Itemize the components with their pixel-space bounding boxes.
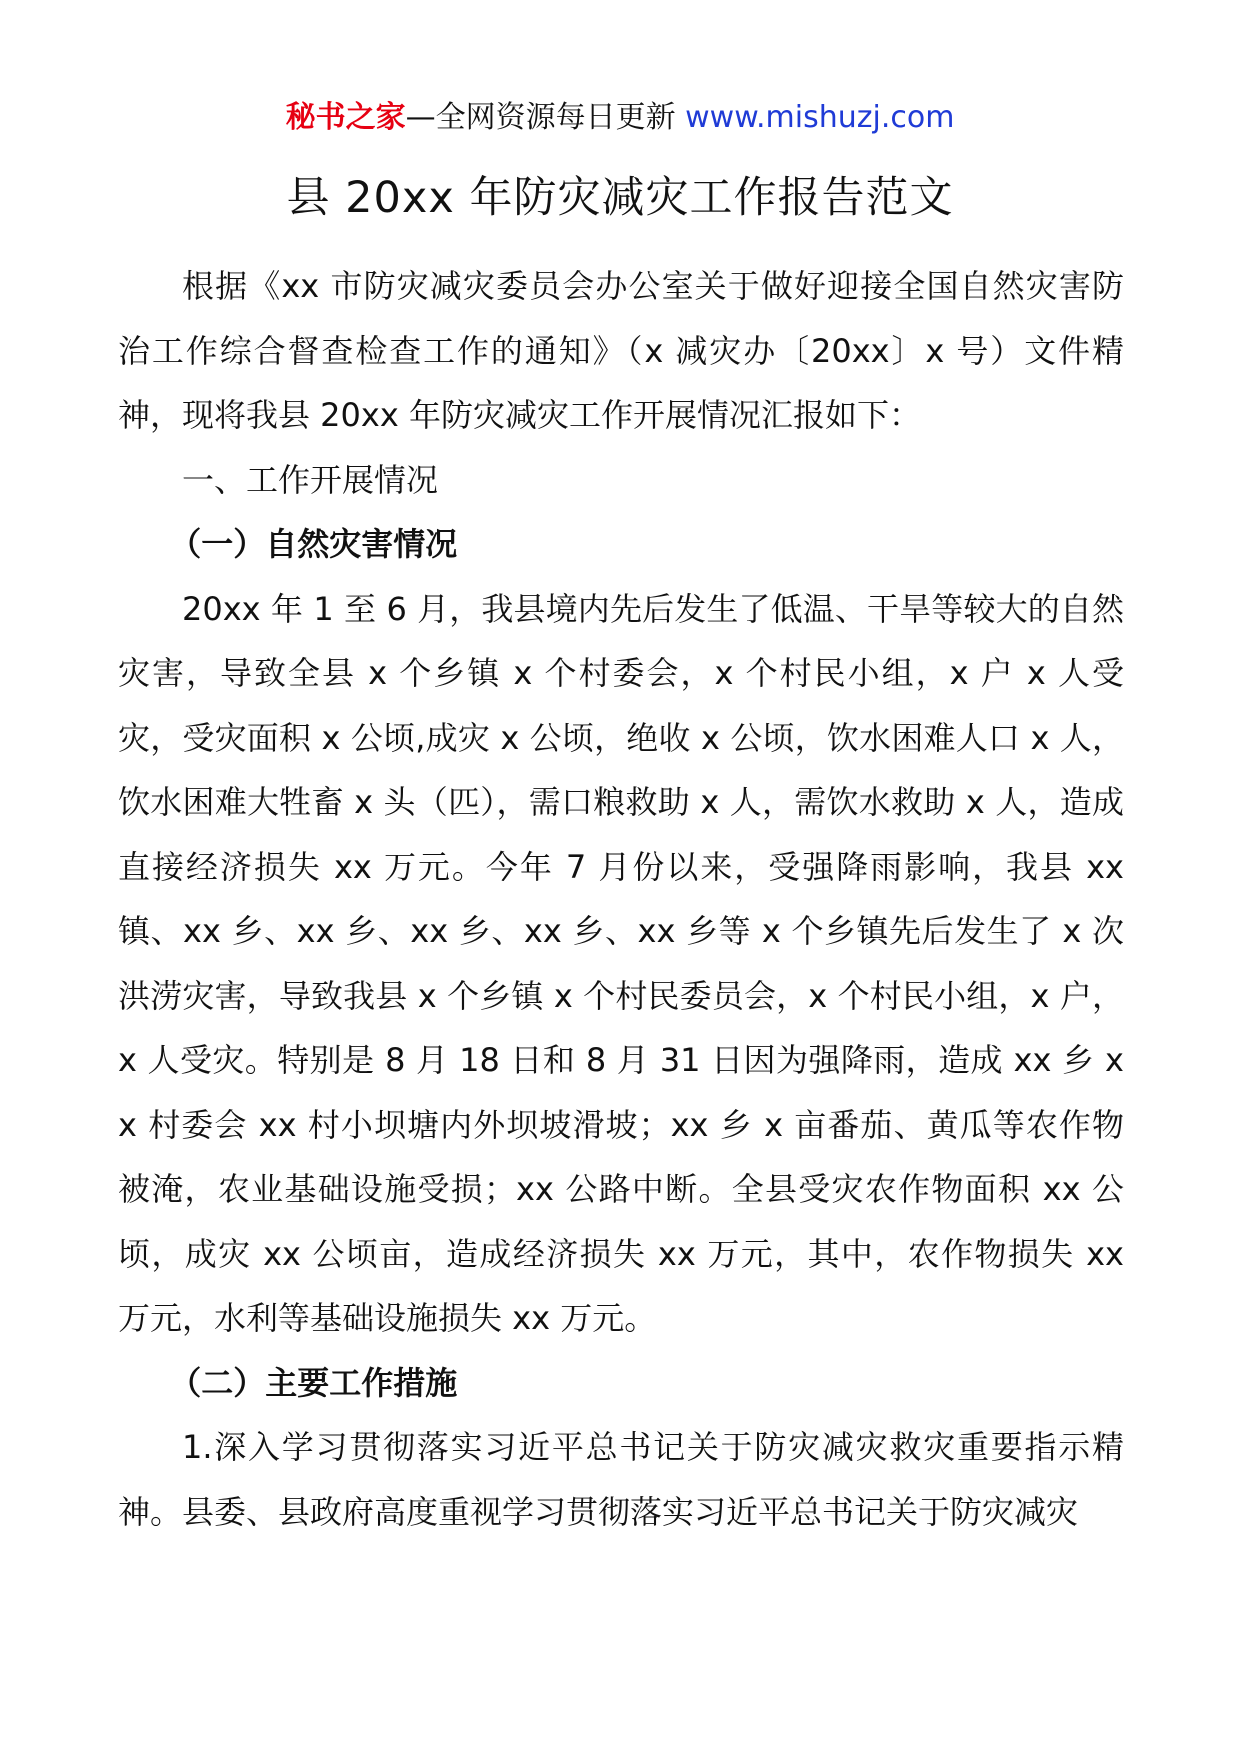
site-header: [0, 98, 1240, 138]
site-url-link[interactable]: www.mishuzj.com: [685, 100, 955, 135]
subsection-heading-main-measures: （二）主要工作措施: [169, 1363, 458, 1402]
document-body: [118, 254, 1124, 1544]
intro-paragraph: 根据《xx 市防灾减灾委员会办公室关于做好迎接全国自然灾害防治工作综合督查检查工作的通知》（x 减灾办〔20xx〕x 号）文件精神，现将我县 20xx 年防灾减灾工作开展情况汇报如下：: [118, 267, 1124, 434]
section-heading-work-status: 一、工作开展情况: [182, 460, 439, 499]
main-measures-paragraph: 1.深入学习贯彻落实习近平总书记关于防灾减灾救灾重要指示精神。县委、县政府高度重视学习贯彻落实习近平总书记关于防灾减灾: [118, 1428, 1124, 1531]
natural-disasters-paragraph: 20xx 年 1 至 6 月，我县境内先后发生了低温、干旱等较大的自然灾害，导致全县 x 个乡镇 x 个村委会，x 个村民小组，x 户 x 人受灾，受灾面积 x 公顷,成灾 x 公顷，绝收 x 公顷，饮水困难人口 x 人，饮水困难大牲畜 x 头（匹），需口粮救助 x 人，需饮水救助 x 人，造成直接经济损失 xx 万元。今年 7 月份以来，受强降雨影响，我县 xx 镇、xx 乡、xx 乡、xx 乡、xx 乡、xx 乡等 x 个乡镇先后发生了 x 次洪涝灾害，导致我县 x 个乡镇 x 个村民委员会，x 个村民小组，x 户，x 人受灾。特别是 8 月 18 日和 8 月 31 日因为强降雨，造成 xx 乡 xx 村委会 xx 村小坝塘内外坝坡滑坡；xx 乡 x 亩番茄、黄瓜等农作物被淹，农业基础设施受损；xx 公路中断。全县受灾农作物面积 xx 公顷，成灾 xx 公顷亩，造成经济损失 xx 万元，其中，农作物损失 xx 万元，水利等基础设施损失 xx 万元。: [118, 589, 1124, 1337]
document-title: 县 20xx 年防灾减灾工作报告范文: [286, 173, 954, 223]
subsection-heading-natural-disasters: （一）自然灾害情况: [169, 525, 458, 563]
brand-name: 秘书之家: [285, 100, 406, 135]
header-tagline: —全网资源每日更新: [405, 100, 676, 135]
